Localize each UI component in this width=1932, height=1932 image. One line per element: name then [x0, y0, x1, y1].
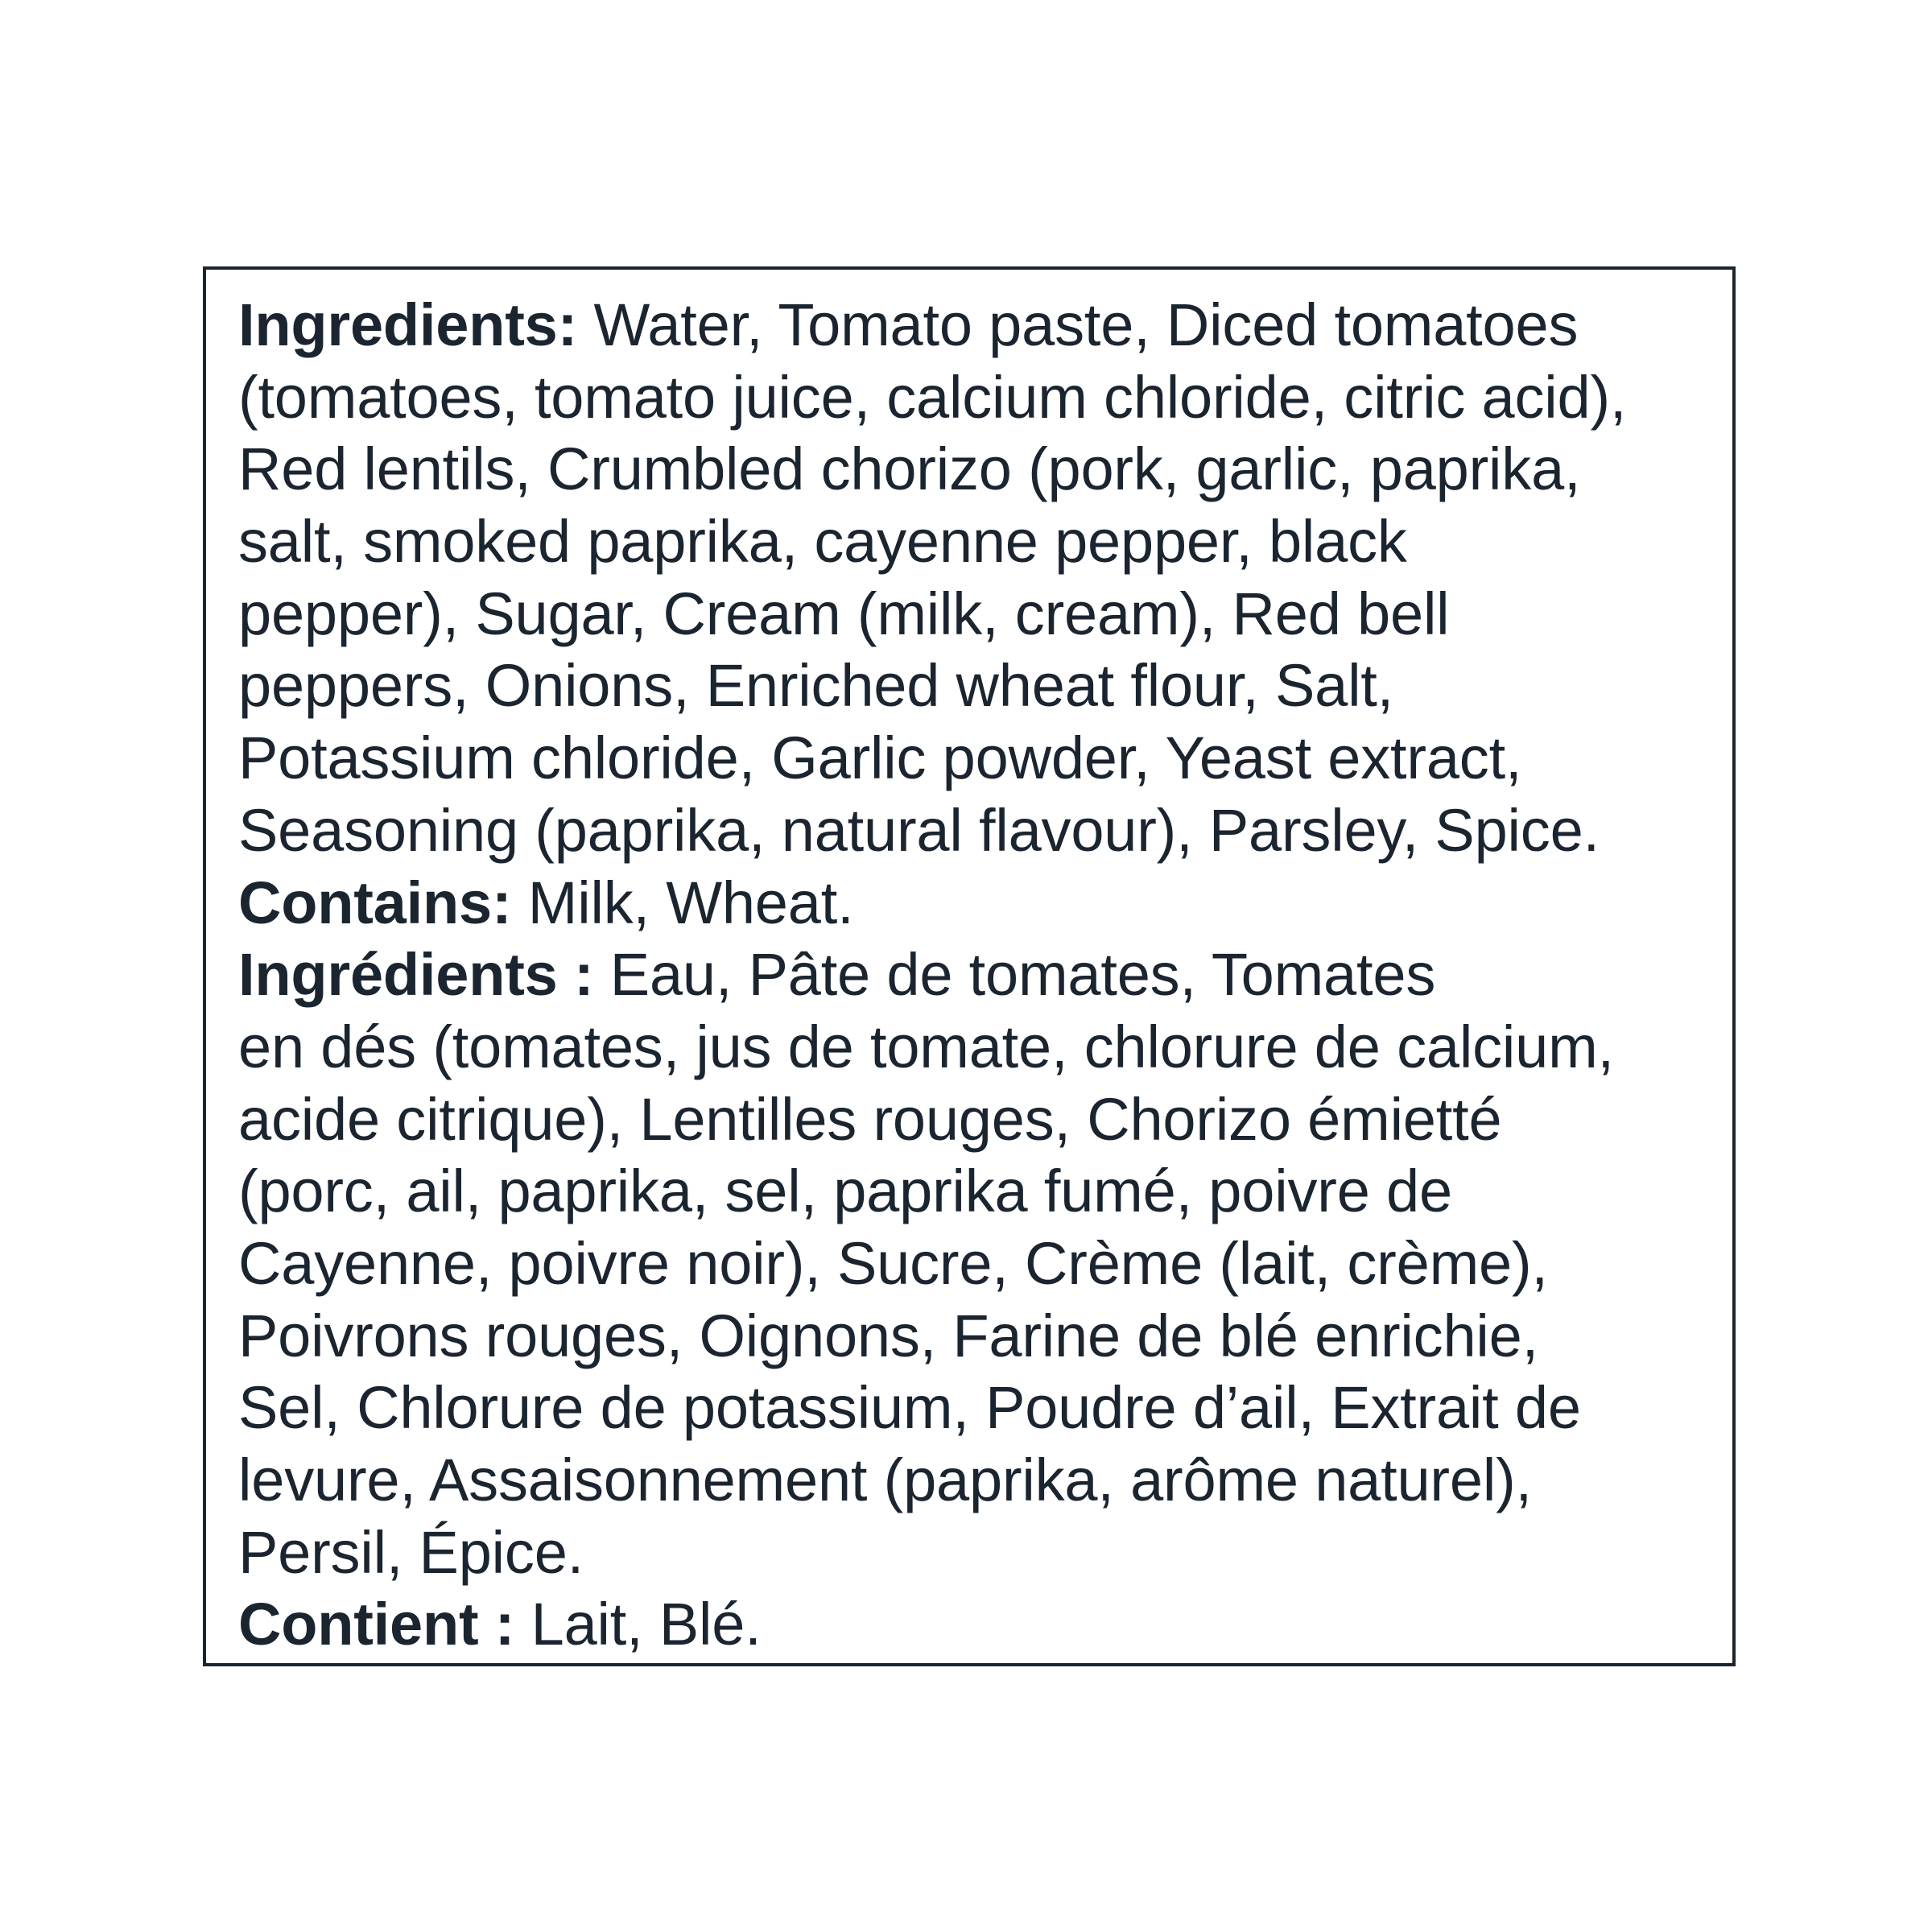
ingredients-en-line-7: Potassium chloride, Garlic powder, Yeast extract, — [238, 724, 1522, 792]
ingredients-fr-line-8: levure, Assaisonnement (paprika, arôme naturel), — [238, 1447, 1532, 1513]
ingredients-en-line-8: Seasoning (paprika, natural flavour), Parsley, Spice. — [238, 796, 1600, 864]
ingredients-fr-line-3: acide citrique), Lentilles rouges, Chorizo émietté — [238, 1085, 1502, 1153]
ingredients-en-line-5: pepper), Sugar, Cream (milk, cream), Red bell — [238, 580, 1450, 647]
ingredients-en-line-1 — [238, 289, 1719, 361]
ingredients-en-heading: Ingredients: — [238, 291, 578, 358]
ingredients-en-line-3: Red lentils, Crumbled chorizo (pork, garlic, paprika, — [238, 436, 1581, 503]
ingredients-fr-heading: Ingrédients : — [238, 941, 594, 1009]
contains-fr-line — [238, 1588, 1719, 1661]
ingredients-fr-line-9: Persil, Épice. — [238, 1518, 584, 1586]
ingredients-en-line-4: salt, smoked paprika, cayenne pepper, black — [238, 508, 1407, 576]
contains-en-text: Milk, Wheat. — [511, 869, 854, 936]
contains-fr-text: Lait, Blé. — [514, 1591, 762, 1658]
ingredients-fr-line-6: Poivrons rouges, Oignons, Farine de blé enrichie, — [238, 1302, 1538, 1369]
ingredients-fr-line-4: (porc, ail, paprika, sel, paprika fumé, poivre de — [238, 1158, 1452, 1225]
contains-en-line — [238, 867, 1719, 939]
ingredients-fr-line-2: en dés (tomates, jus de tomate, chlorure de calcium, — [238, 1013, 1614, 1080]
ingredients-fr-text: Eau, Pâte de tomates, Tomates — [593, 941, 1436, 1009]
ingredients-en-line-2: (tomatoes, tomato juice, calcium chloride, citric acid), — [238, 363, 1627, 431]
ingredients-en-line-6: peppers, Onions, Enriched wheat flour, Salt, — [238, 652, 1394, 720]
ingredients-fr-line-7: Sel, Chlorure de potassium, Poudre d’ail, Extrait de — [238, 1374, 1581, 1442]
ingredients-text-block — [238, 289, 1719, 1661]
ingredients-fr-line-5: Cayenne, poivre noir), Sucre, Crème (lait, crème), — [238, 1229, 1548, 1297]
contains-fr-heading: Contient : — [238, 1591, 515, 1658]
ingredients-fr-line-1 — [238, 939, 1719, 1011]
ingredients-en-text: Water, Tomato paste, Diced tomatoes — [577, 291, 1579, 358]
ingredients-label-box — [203, 266, 1736, 1666]
contains-en-heading: Contains: — [238, 869, 512, 936]
